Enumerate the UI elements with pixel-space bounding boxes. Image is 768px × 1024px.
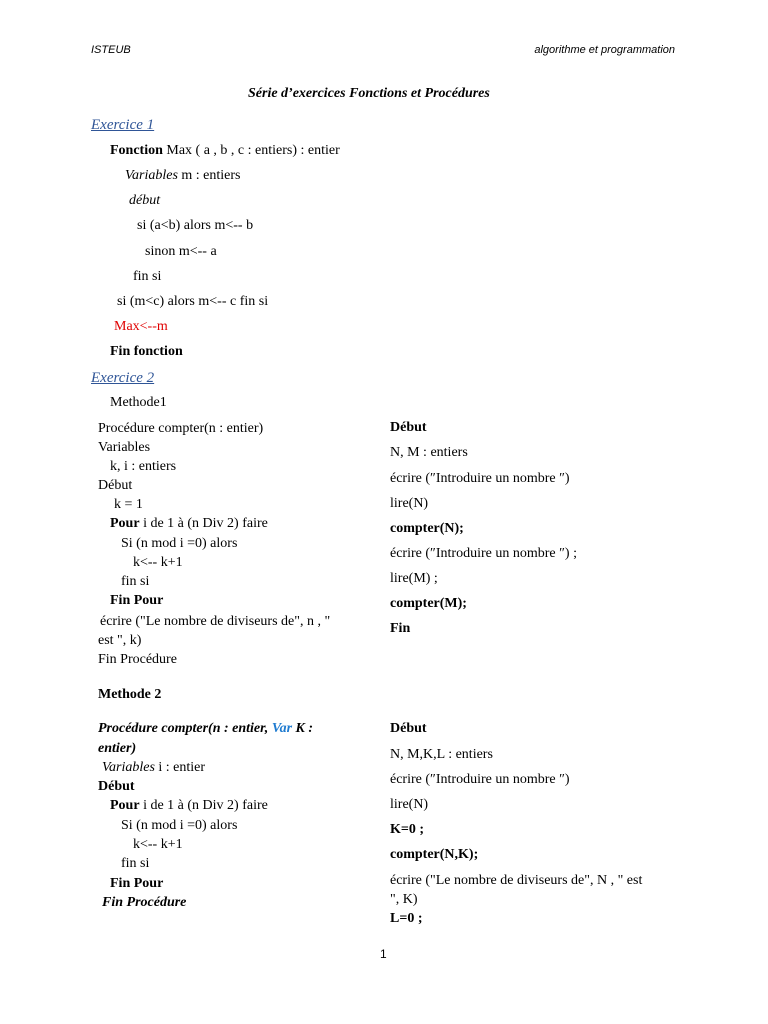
page-number: 1	[380, 947, 387, 961]
m1-right-line-5: compter(N);	[390, 521, 464, 536]
ex1-line-4: si (a<b) alors m<-- b	[137, 218, 254, 233]
m2-left-line-6: Si (n mod i =0) alors	[121, 818, 238, 833]
ex1-line-2	[125, 168, 241, 184]
code-text: K);	[458, 847, 479, 862]
ex1-line-7: si (m<c) alors m<-- c fin si	[117, 294, 269, 309]
m2-right-line-2: N, M,K,L : entiers	[390, 747, 493, 762]
keyword: Variables	[125, 168, 178, 183]
code-text: compter(N,	[390, 847, 459, 862]
m2-left-line-8: fin si	[121, 856, 150, 871]
keyword: Pour	[110, 798, 140, 813]
m2-right-line-7: écrire ("Le nombre de diviseurs de", N , " est	[390, 873, 643, 888]
ex1-line-8: Max<--m	[114, 319, 168, 334]
m2-right-line-1: Début	[390, 721, 427, 736]
code-text: K :	[292, 721, 314, 736]
m2-right-line-5: K=0 ;	[390, 822, 425, 837]
header-left: ISTEUB	[91, 44, 131, 56]
m1-left-line-6	[110, 516, 268, 532]
m1-left-line-13: Fin Procédure	[98, 652, 177, 667]
m1-right-line-3: écrire (″Introduire un nombre ″)	[390, 471, 570, 486]
page-title: Série d’exercices Fonctions et Procédures	[248, 86, 490, 101]
m1-left-line-2: Variables	[98, 440, 151, 455]
keyword: Fonction	[110, 143, 163, 158]
m2-left-line-9: Fin Pour	[110, 876, 164, 891]
ex1-line-1	[110, 143, 340, 159]
m1-left-line-4: Début	[98, 478, 133, 493]
m1-left-line-10: Fin Pour	[110, 593, 164, 608]
m1-left-line-3: k, i : entiers	[110, 459, 177, 474]
code-text: i de 1 à (n Div 2) faire	[139, 798, 268, 813]
m1-left-line-8: k<-- k+1	[133, 555, 183, 570]
code-text: i de 1 à (n Div 2) faire	[139, 516, 268, 531]
m1-left-line-12: est ", k)	[98, 633, 142, 648]
m1-left-line-1: Procédure compter(n : entier)	[98, 421, 264, 436]
code-text: Procédure compter(n : entier,	[98, 721, 272, 736]
m2-left-line-3	[102, 760, 205, 776]
m2-right-line-3: écrire (″Introduire un nombre ″)	[390, 772, 570, 787]
ex1-line-3: début	[129, 193, 161, 208]
exercise-2-heading: Exercice 2	[91, 370, 155, 386]
m2-left-line-5	[110, 798, 268, 814]
keyword: Variables	[102, 760, 155, 775]
m2-right-line-6	[390, 847, 478, 863]
m1-right-line-7: lire(M) ;	[390, 571, 438, 586]
m1-right-line-2: N, M : entiers	[390, 445, 468, 460]
m2-right-line-8: ", K)	[390, 892, 418, 907]
m1-right-line-6: écrire (″Introduire un nombre ″) ;	[390, 546, 577, 561]
m2-left-line-1	[98, 721, 313, 737]
m1-right-line-1: Début	[390, 420, 427, 435]
m2-right-line-4: lire(N)	[390, 797, 429, 812]
ex1-line-6: fin si	[133, 269, 162, 284]
header-right: algorithme et programmation	[534, 44, 675, 56]
ex1-line-5: sinon m<-- a	[145, 244, 217, 259]
code-text: i : entier	[154, 760, 206, 775]
m2-right-line-9: L=0 ;	[390, 911, 423, 926]
ex1-line-9: Fin fonction	[110, 344, 183, 359]
keyword: Var	[271, 721, 293, 736]
m2-left-line-4: Début	[98, 779, 135, 794]
m1-right-line-8: compter(M);	[390, 596, 467, 611]
m2-left-line-2: entier)	[98, 741, 137, 756]
methode2-label: Methode 2	[98, 687, 162, 702]
m1-right-line-4: lire(N)	[390, 496, 429, 511]
code-text: Max ( a , b , c : entiers) : entier	[162, 143, 340, 158]
m2-left-line-7: k<-- k+1	[133, 837, 183, 852]
code-text: m : entiers	[177, 168, 241, 183]
methode1-label: Methode1	[110, 395, 167, 410]
m1-left-line-11: écrire ("Le nombre de diviseurs de", n , "	[100, 614, 331, 629]
m2-left-line-10: Fin Procédure	[102, 895, 187, 910]
keyword: Pour	[110, 516, 140, 531]
exercise-1-heading: Exercice 1	[91, 117, 155, 133]
m1-left-line-5: k = 1	[114, 497, 143, 512]
m1-left-line-9: fin si	[121, 574, 150, 589]
m1-left-line-7: Si (n mod i =0) alors	[121, 536, 238, 551]
m1-right-line-9: Fin	[390, 621, 411, 636]
